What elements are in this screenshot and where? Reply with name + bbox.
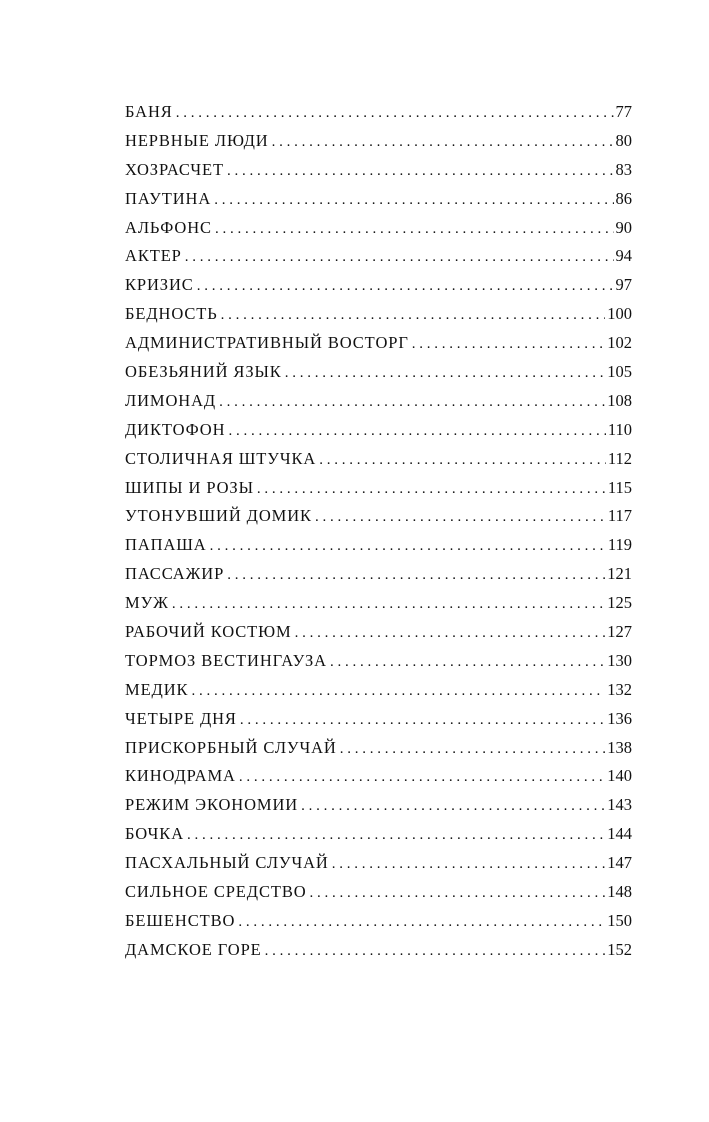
toc-entry-title: БОЧКА [125, 824, 185, 844]
toc-entry [125, 705, 632, 734]
toc-entry-page: 97 [615, 275, 632, 295]
toc-entry-page: 140 [607, 766, 632, 786]
toc-leader-dots [257, 475, 606, 503]
toc-entry-title: ПАСХАЛЬНЫЙ СЛУЧАЙ [125, 853, 329, 873]
toc-entry [125, 156, 632, 185]
toc-entry-title: РЕЖИМ ЭКОНОМИИ [125, 795, 299, 815]
toc-entry-title: ДИКТОФОН [125, 419, 226, 439]
toc-entry-title: РАБОЧИЙ КОСТЮМ [125, 622, 292, 642]
toc-entry-page: 102 [607, 333, 632, 353]
toc-leader-dots [214, 186, 613, 214]
toc-leader-dots [240, 706, 605, 734]
toc-entry-page: 125 [607, 593, 632, 613]
toc-leader-dots [221, 301, 606, 329]
toc-entry-title: ПАПАША [125, 535, 207, 555]
toc-entry-page: 127 [607, 622, 632, 642]
toc-entry-title: КРИЗИС [125, 275, 194, 295]
toc-entry [125, 271, 632, 300]
toc-entry-page: 83 [615, 159, 632, 179]
toc-leader-dots [197, 272, 614, 300]
toc-leader-dots [228, 417, 605, 445]
toc-leader-dots [319, 446, 606, 474]
toc-entry-title: ХОЗРАСЧЕТ [125, 159, 224, 179]
toc-entry-page: 90 [615, 217, 632, 237]
toc-entry-title: БЕДНОСТЬ [125, 304, 218, 324]
toc-entry-title: ЧЕТЫРЕ ДНЯ [125, 708, 237, 728]
toc-entry [125, 387, 632, 416]
toc-entry [125, 849, 632, 878]
toc-entry-page: 86 [615, 188, 632, 208]
toc-entry [125, 936, 632, 965]
toc-leader-dots [315, 503, 606, 531]
toc-entry-title: ПРИСКОРБНЫЙ СЛУЧАЙ [125, 737, 337, 757]
toc-entry-title: НЕРВНЫЕ ЛЮДИ [125, 130, 269, 150]
toc-leader-dots [219, 388, 605, 416]
toc-entry [125, 474, 632, 503]
toc-entry-title: ПАССАЖИР [125, 564, 225, 584]
toc-entry [125, 329, 632, 358]
toc-leader-dots [185, 243, 614, 271]
toc-entry [125, 358, 632, 387]
toc-entry-page: 94 [615, 246, 632, 266]
toc-entry [125, 907, 632, 936]
toc-leader-dots [412, 330, 605, 358]
toc-entry [125, 589, 632, 618]
toc-entry-page: 136 [607, 708, 632, 728]
toc-entry [125, 560, 632, 589]
toc-entry-page: 152 [607, 939, 632, 959]
toc-leader-dots [310, 879, 606, 907]
toc-entry-title: МЕДИК [125, 679, 189, 699]
toc-entry-title: ШИПЫ И РОЗЫ [125, 477, 254, 497]
toc-leader-dots [332, 850, 605, 878]
toc-leader-dots [172, 590, 605, 618]
toc-entry-page: 119 [607, 535, 632, 555]
toc-entry-page: 121 [607, 564, 632, 584]
toc-entry-title: МУЖ [125, 593, 169, 613]
toc-entry-title: УТОНУВШИЙ ДОМИК [125, 506, 312, 526]
toc-entry-title: ЛИМОНАД [125, 390, 217, 410]
toc-entry-title: СТОЛИЧНАЯ ШТУЧКА [125, 448, 317, 468]
toc-entry [125, 98, 632, 127]
toc-entry [125, 791, 632, 820]
toc-entry [125, 185, 632, 214]
toc-leader-dots [191, 677, 605, 705]
table-of-contents [125, 98, 632, 965]
toc-entry [125, 878, 632, 907]
toc-entry-title: АДМИНИСТРАТИВНЫЙ ВОСТОРГ [125, 333, 409, 353]
toc-entry [125, 416, 632, 445]
toc-leader-dots [238, 908, 605, 936]
toc-entry-page: 144 [607, 824, 632, 844]
toc-entry-page: 130 [607, 650, 632, 670]
toc-entry-page: 148 [607, 882, 632, 902]
toc-entry [125, 242, 632, 271]
toc-leader-dots [227, 561, 605, 589]
toc-entry-page: 80 [615, 130, 632, 150]
toc-entry [125, 762, 632, 791]
toc-entry-page: 150 [607, 910, 632, 930]
toc-entry-title: КИНОДРАМА [125, 766, 236, 786]
toc-leader-dots [301, 792, 605, 820]
toc-entry-page: 143 [607, 795, 632, 815]
toc-entry [125, 618, 632, 647]
toc-entry-page: 100 [607, 304, 632, 324]
toc-entry-page: 112 [607, 448, 632, 468]
toc-entry-page: 117 [607, 506, 632, 526]
toc-entry [125, 820, 632, 849]
toc-entry-page: 77 [615, 102, 632, 121]
toc-leader-dots [265, 937, 606, 965]
toc-entry [125, 127, 632, 156]
toc-entry [125, 300, 632, 329]
toc-entry [125, 734, 632, 763]
toc-leader-dots [187, 821, 605, 849]
toc-leader-dots [215, 215, 614, 243]
toc-entry-title: ТОРМОЗ ВЕСТИНГАУЗА [125, 650, 327, 670]
toc-entry-title: ОБЕЗЬЯНИЙ ЯЗЫК [125, 362, 282, 382]
toc-entry-page: 132 [607, 679, 632, 699]
toc-entry-title: АЛЬФОНС [125, 217, 212, 237]
toc-entry [125, 214, 632, 243]
toc-entry-title: БАНЯ [125, 102, 173, 121]
toc-leader-dots [210, 532, 606, 560]
toc-entry-title: ДАМСКОЕ ГОРЕ [125, 939, 262, 959]
toc-leader-dots [285, 359, 606, 387]
toc-entry [125, 531, 632, 560]
toc-leader-dots [295, 619, 606, 647]
toc-leader-dots [227, 157, 614, 185]
toc-leader-dots [239, 763, 605, 791]
toc-leader-dots [330, 648, 605, 676]
toc-entry-title: АКТЕР [125, 246, 182, 266]
toc-entry-title: СИЛЬНОЕ СРЕДСТВО [125, 882, 307, 902]
toc-leader-dots [176, 99, 614, 127]
toc-entry [125, 676, 632, 705]
toc-leader-dots [340, 735, 606, 763]
toc-entry [125, 647, 632, 676]
toc-entry-page: 105 [607, 362, 632, 382]
toc-entry-page: 115 [607, 477, 632, 497]
toc-entry-page: 138 [607, 737, 632, 757]
toc-leader-dots [272, 128, 614, 156]
toc-entry-page: 108 [607, 390, 632, 410]
toc-entry-page: 110 [607, 419, 632, 439]
toc-entry [125, 502, 632, 531]
toc-entry-page: 147 [607, 853, 632, 873]
toc-entry-title: ПАУТИНА [125, 188, 212, 208]
toc-entry-title: БЕШЕНСТВО [125, 910, 236, 930]
toc-entry [125, 445, 632, 474]
